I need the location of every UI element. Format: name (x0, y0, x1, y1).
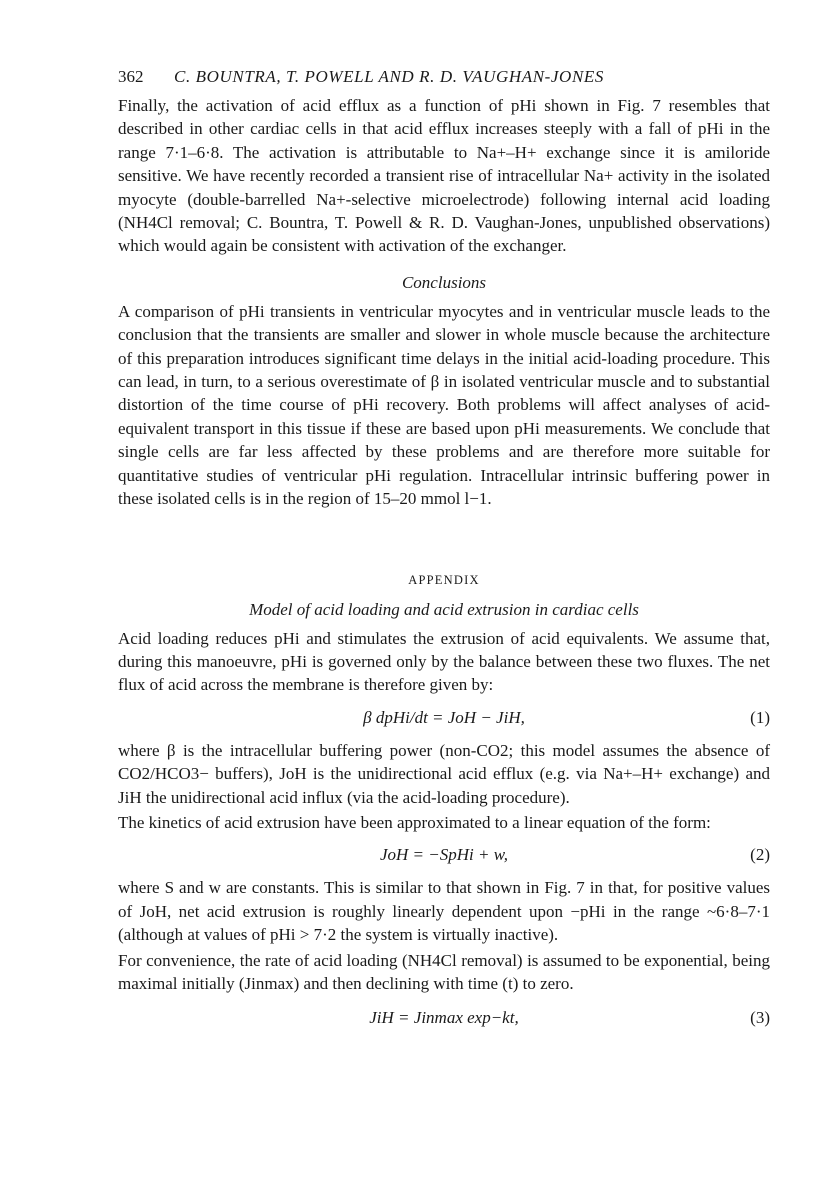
equation-2-body: JoH = −SpHi + w, (379, 845, 509, 865)
equation-2 (118, 840, 770, 870)
appendix-heading: APPENDIX (408, 572, 480, 587)
appendix-subheading: Model of acid loading and acid extrusion in cardiac cells (249, 599, 639, 619)
page (118, 66, 770, 1033)
page-number: 362 (118, 67, 144, 86)
equation-1 (118, 703, 770, 733)
appendix-paragraph-5: For convenience, the rate of acid loading (NH4Cl removal) is assumed to be exponential, being maximal initially (Jinmax) and then declining with time (t) to zero. (118, 950, 770, 993)
conclusions-heading: Conclusions (401, 272, 487, 292)
equation-3 (118, 1003, 770, 1033)
appendix-paragraph-2: where β is the intracellular buffering power (non-CO2; this model assumes the absence of CO2/HCO3− buffers), JoH is the unidirectional acid efflux (e.g. via Na+–H+ exchange) and JiH the unidirectional acid influx (via the acid-loading procedure). (118, 740, 770, 807)
equation-3-body: JiH = Jinmax exp−kt, (369, 1008, 519, 1028)
equation-3-number: (3) (750, 1008, 770, 1028)
equation-1-number: (1) (750, 707, 770, 727)
equation-1-body: β dpHi/dt = JoH − JiH, (363, 707, 525, 727)
equation-2-number: (2) (750, 845, 770, 865)
running-head (118, 66, 770, 88)
conclusions-paragraph: A comparison of pHi transients in ventricular myocytes and in ventricular muscle leads to the conclusion that the transients are smaller and slower in whole muscle because the architecture of this preparation introduces significant time delays in the initial acid-loading procedure. This can lead, in turn, to a serious overestimate of β in isolated ventricular muscle and to substantial distortion of the time course of pHi recovery. Both problems will affect analyses of acid-equivalent transport in this tissue if these are based upon pHi measurements. We conclude that single cells are far less affected by these problems and are therefore more suitable for quantitative studies of ventricular pHi regulation. Intracellular intrinsic buffering power in these isolated cells is in the region of 15–20 mmol l−1. (118, 301, 770, 509)
appendix-paragraph-1: Acid loading reduces pHi and stimulates the extrusion of acid equivalents. We assume that, during this manoeuvre, pHi is governed only by the balance between these two fluxes. The net flux of acid across the membrane is therefore given by: (118, 628, 770, 695)
appendix-paragraph-3: The kinetics of acid extrusion have been approximated to a linear equation of the form: (118, 812, 711, 832)
paragraph-intro: Finally, the activation of acid efflux as a function of pHi shown in Fig. 7 resembles that described in other cardiac cells in that acid efflux increases steeply with a fall of pHi in the range 7·1–6·8. The activation is attributable to Na+–H+ exchange since it is amiloride sensitive. We have recently recorded a transient rise of intracellular Na+ activity in the isolated myocyte (double-barrelled Na+-selective microelectrode) following internal acid loading (NH4Cl removal; C. Bountra, T. Powell & R. D. Vaughan-Jones, unpublished observations) which would again be consistent with activation of the exchanger. (118, 96, 770, 256)
running-head-authors: C. BOUNTRA, T. POWELL AND R. D. VAUGHAN-JONES (174, 67, 604, 86)
appendix-paragraph-4: where S and w are constants. This is similar to that shown in Fig. 7 in that, for positive values of JoH, net acid extrusion is roughly linearly dependent upon −pHi in the range ~6·8–7·1 (although at values of pHi > 7·2 the system is virtually inactive). (118, 878, 770, 945)
